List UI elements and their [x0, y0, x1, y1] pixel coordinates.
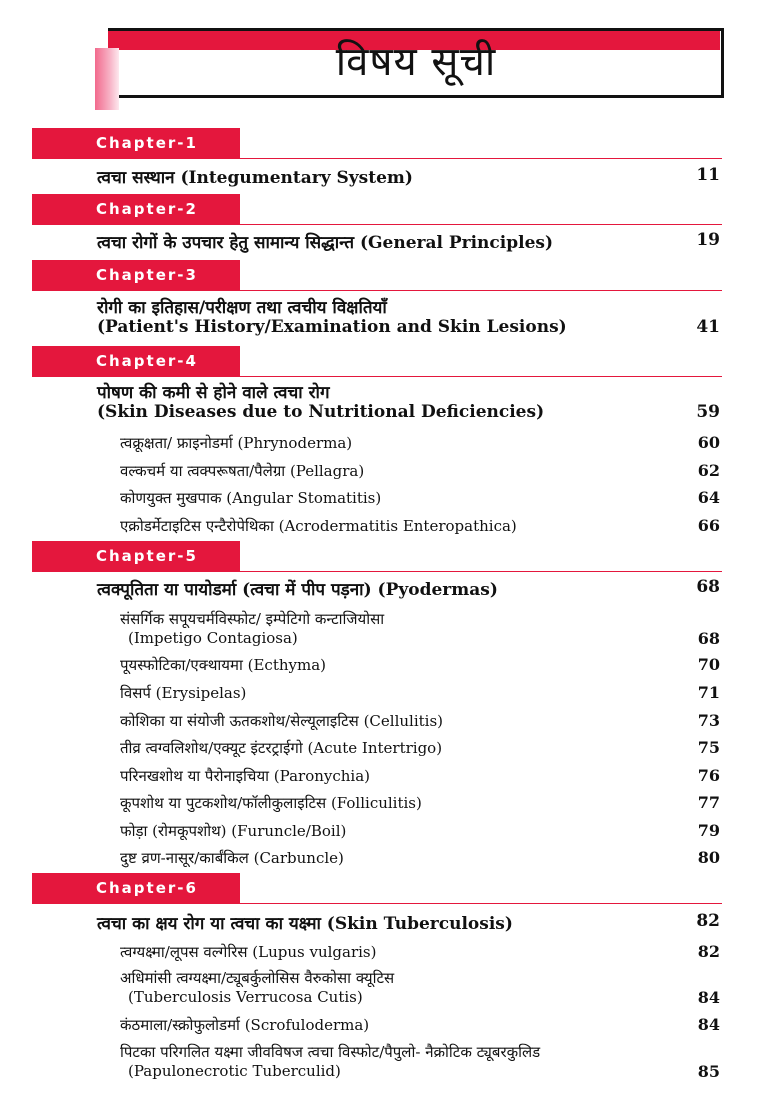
chapter-label: Chapter-6 [32, 873, 240, 903]
chapter-rule [32, 571, 722, 572]
entry-page: 11 [696, 165, 720, 185]
entry-page: 59 [696, 402, 720, 422]
page-title: विषय सूची [335, 39, 497, 85]
entry-title-english: (Skin Diseases due to Nutritional Deficiencies) [97, 402, 545, 422]
entry-title-hindi: पोषण की कमी से होने वाले त्वचा रोग [97, 383, 330, 403]
chapter-rule [32, 224, 722, 225]
entry-title: त्वग्यक्ष्मा/लूपस वल्गेरिस (Lupus vulgaris) [120, 943, 377, 961]
entry-title: त्वचा रोगों के उपचार हेतु सामान्य सिद्धान्त (General Principles) [97, 233, 553, 253]
entry-page: 19 [696, 230, 720, 250]
entry-page: 68 [697, 629, 720, 648]
entry-title-hindi: अधिमांसी त्वग्यक्ष्मा/ट्यूबर्कुलोसिस वैरुकोसा क्यूटिस [120, 969, 395, 987]
chapter-rule [32, 376, 722, 377]
entry-page: 73 [697, 711, 720, 730]
entry-title-english: (Impetigo Contagiosa) [128, 629, 298, 647]
chapter-rule [32, 290, 722, 291]
entry-title-english: (Tuberculosis Verrucosa Cutis) [128, 988, 363, 1006]
entry-page: 80 [697, 848, 720, 867]
entry-title: विसर्प (Erysipelas) [120, 684, 247, 702]
entry-title: परिनखशोथ या पैरोनाइचिया (Paronychia) [120, 767, 371, 785]
entry-page: 66 [697, 516, 720, 535]
entry-title: त्वक्पूतिता या पायोडर्मा (त्वचा में पीप पड़ना) (Pyodermas) [97, 580, 498, 600]
entry-title: त्वक्रूक्षता/ फ्राइनोडर्मा (Phrynoderma) [120, 434, 353, 452]
chapter-label: Chapter-2 [32, 194, 240, 224]
entry-title: फोड़ा (रोमकूपशोथ) (Furuncle/Boil) [120, 822, 347, 840]
entry-page: 82 [696, 911, 720, 931]
entry-page: 85 [697, 1062, 720, 1081]
entry-title: एक्रोडर्मेटाइटिस एन्टैरोपेथिका (Acrodermatitis Enteropathica) [120, 517, 517, 535]
entry-page: 41 [696, 317, 720, 337]
chapter-label: Chapter-1 [32, 128, 240, 158]
entry-page: 79 [697, 821, 720, 840]
entry-title: पूयस्फोटिका/एक्थायमा (Ecthyma) [120, 656, 327, 674]
entry-title-hindi: रोगी का इतिहास/परीक्षण तथा त्वचीय विक्षतियाँ [97, 298, 387, 318]
entry-title: कंठमाला/स्क्रोफुलोडर्मा (Scrofuloderma) [120, 1016, 370, 1034]
entry-title: दुष्ट व्रण-नासूर/कार्बंकिल (Carbuncle) [120, 849, 344, 867]
entry-page: 68 [696, 577, 720, 597]
entry-page: 64 [697, 488, 720, 507]
entry-title: कोणयुक्त मुखपाक (Angular Stomatitis) [120, 489, 382, 507]
chapter-rule [32, 158, 722, 159]
entry-page: 84 [697, 1015, 720, 1034]
entry-page: 84 [697, 988, 720, 1007]
entry-page: 77 [697, 793, 720, 812]
entry-title-english: (Patient's History/Examination and Skin Lesions) [97, 317, 567, 337]
entry-title: कोशिका या संयोजी ऊतकशोथ/सेल्यूलाइटिस (Cellulitis) [120, 712, 443, 730]
entry-title: त्वचा का क्षय रोग या त्वचा का यक्ष्मा (Skin Tuberculosis) [97, 914, 513, 934]
entry-title: वल्कचर्म या त्वक्परूषता/पैलेग्रा (Pellagra) [120, 462, 365, 480]
chapter-label: Chapter-5 [32, 541, 240, 571]
entry-page: 60 [697, 433, 720, 452]
entry-title-hindi: संसर्गिक सपूयचर्मविस्फोट/ इम्पेटिगो कन्टाजियोसा [120, 610, 385, 628]
entry-page: 76 [697, 766, 720, 785]
entry-page: 71 [697, 683, 720, 702]
entry-title-english: (Papulonecrotic Tuberculid) [128, 1062, 341, 1080]
entry-title: त्वचा सस्थान (Integumentary System) [97, 168, 413, 188]
chapter-rule [32, 903, 722, 904]
chapter-label: Chapter-3 [32, 260, 240, 290]
entry-page: 62 [697, 461, 720, 480]
entry-page: 82 [697, 942, 720, 961]
entry-page: 75 [697, 738, 720, 757]
entry-title: कूपशोथ या पुटकशोथ/फॉलीकुलाइटिस (Folliculitis) [120, 794, 422, 812]
entry-title-hindi: पिटका परिगलित यक्ष्मा जीवविषज त्वचा विस्फोट/पैपुलो- नैक्रोटिक ट्यूबरकुलिड [120, 1043, 541, 1061]
entry-page: 70 [697, 655, 720, 674]
entry-title: तीव्र त्वग्वलिशोथ/एक्यूट इंटरट्राईगो (Acute Intertrigo) [120, 739, 443, 757]
chapter-label: Chapter-4 [32, 346, 240, 376]
